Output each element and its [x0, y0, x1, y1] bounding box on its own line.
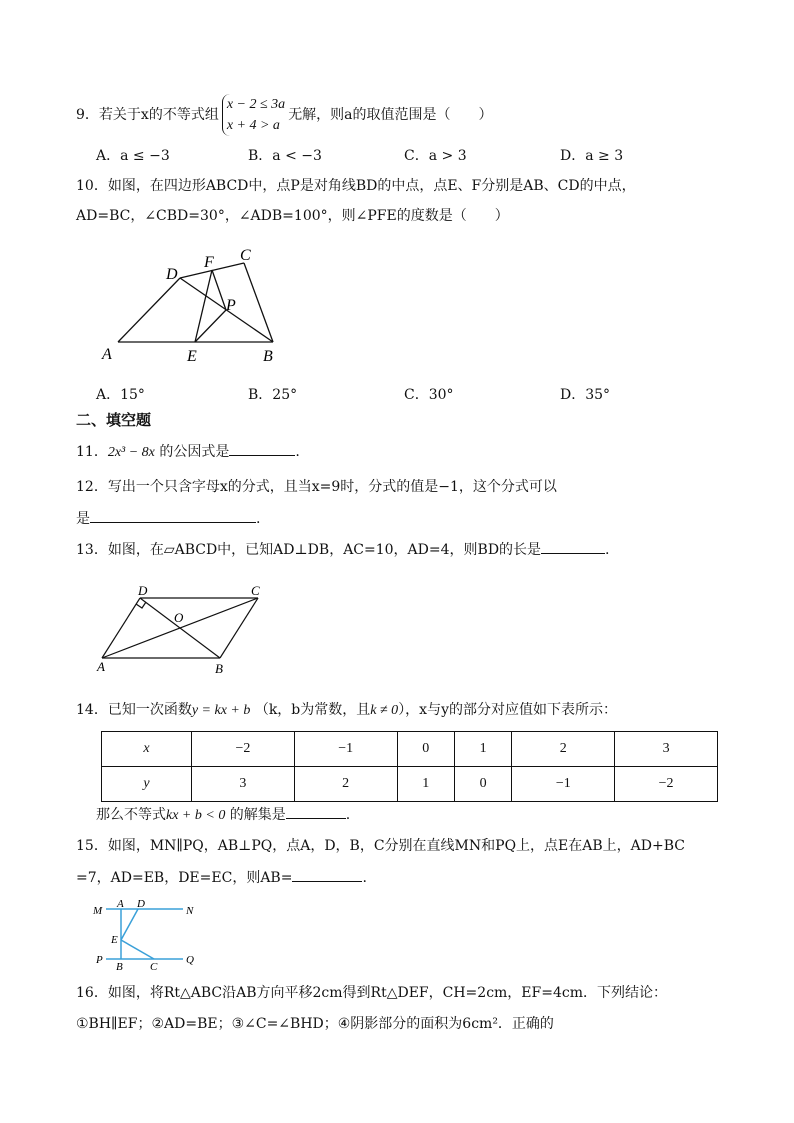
- q9-inequality-1: x − 2 ≤ 3a: [226, 97, 286, 112]
- q13-parallelogram-figure: [90, 580, 270, 680]
- q13-text: 13．如图，在▱ABCD中，已知AD⊥DB，AC=10，AD=4，则BD的长是: [76, 542, 542, 558]
- q15-label-q: Q: [186, 954, 194, 966]
- q10-line-2: AD=BC，∠CBD=30°，∠ADB=100°，则∠PFE的度数是（ ）: [76, 208, 509, 224]
- q9-option-a: A．a ≤ −3: [96, 148, 170, 164]
- q14-followup-lead: 那么不等式: [96, 807, 166, 823]
- q15-label-m: M: [93, 905, 103, 917]
- q13-stem: [76, 539, 610, 560]
- q13-label-b: B: [215, 661, 223, 676]
- q10-option-b: B．25°: [248, 387, 298, 403]
- q14-value-table: [101, 731, 718, 802]
- q10-label-e: E: [187, 348, 197, 365]
- q14-x-cell: 1: [454, 732, 511, 767]
- q14-followup-tail: 的解集是: [229, 807, 286, 823]
- q11-tail: 的公因式是: [159, 444, 230, 460]
- q14-function: y = kx + b: [191, 703, 251, 718]
- q14-y-header: y: [102, 767, 192, 802]
- q15-label-c: C: [150, 961, 158, 972]
- q13-label-o: O: [174, 610, 184, 625]
- q14-y-cell: 1: [397, 767, 454, 802]
- q15-label-b: B: [116, 961, 123, 972]
- q13-end: .: [605, 542, 610, 558]
- q15-label-e: E: [111, 934, 118, 946]
- q14-mid: （k，b为常数，且: [254, 702, 371, 718]
- q10-option-c: C．30°: [404, 387, 454, 403]
- q10-option-a: A．15°: [96, 387, 145, 403]
- q14-x-cell: 3: [615, 732, 718, 767]
- q15-lead: =7，AD=EB，DE=EC，则AB=: [76, 870, 293, 886]
- table-row: [102, 732, 718, 767]
- q14-stem: [76, 700, 617, 721]
- q10-label-a: A: [102, 346, 112, 363]
- section-heading-fill-in: 二、填空题: [76, 411, 152, 429]
- q14-condition: k ≠ 0: [370, 703, 399, 718]
- q12-end: .: [256, 511, 261, 527]
- q12-line-2: [76, 508, 260, 529]
- q14-followup: [96, 804, 350, 826]
- q14-y-cell: −1: [512, 767, 615, 802]
- q9-option-d: D．a ≥ 3: [560, 148, 624, 164]
- q16-line-1: 16．如图，将Rt△ABC沿AB方向平移2cm得到Rt△DEF，CH=2cm，EF=4cm．下列结论：: [76, 985, 667, 1001]
- q10-label-c: C: [240, 247, 251, 264]
- q13-answer-blank: [541, 539, 605, 554]
- q14-y-cell: −2: [615, 767, 718, 802]
- q10-option-d: D．35°: [560, 387, 611, 403]
- q11-expression: 2x³ − 8x: [107, 445, 155, 460]
- q14-x-cell: −1: [294, 732, 397, 767]
- q10-label-d: D: [166, 266, 178, 283]
- q14-inequality: kx + b < 0: [166, 808, 226, 823]
- q14-lead: 14．已知一次函数: [76, 702, 192, 718]
- q11-number: 11．: [76, 444, 108, 460]
- q15-answer-blank: [292, 867, 362, 882]
- q10-label-f: F: [204, 254, 214, 271]
- table-row: [102, 767, 718, 802]
- q11-end: .: [295, 444, 300, 460]
- q15-label-a: A: [117, 898, 124, 910]
- q9-tail: 无解，则a的取值范围是（ ）: [288, 107, 493, 123]
- q9-inequality-system: [222, 94, 285, 136]
- q14-y-cell: 2: [294, 767, 397, 802]
- q9-inequality-2: x + 4 > a: [226, 118, 280, 133]
- q15-end: .: [362, 870, 367, 886]
- q12-lead: 是: [76, 511, 90, 527]
- q16-line-2: ①BH∥EF；②AD=BE；③∠C=∠BHD；④阴影部分的面积为6cm²．正确的: [76, 1016, 554, 1032]
- q11-stem: [76, 441, 300, 463]
- q15-label-n: N: [186, 905, 194, 917]
- q9-option-b: B．a < −3: [248, 148, 322, 164]
- q15-label-p: P: [96, 954, 103, 966]
- q14-tail: ），x与y的部分对应值如下表所示：: [398, 702, 617, 718]
- q9-number: 9．: [76, 107, 99, 123]
- q13-label-d: D: [138, 583, 148, 598]
- q15-parallel-lines-figure: [90, 897, 205, 972]
- q9-lead: 若关于x的不等式组: [98, 107, 219, 123]
- q10-line-1: 10．如图，在四边形ABCD中，点P是对角线BD的中点，点E、F分别是AB、CD的中点，: [76, 178, 636, 194]
- q10-label-p: P: [226, 297, 236, 314]
- q10-label-b: B: [263, 348, 273, 365]
- q14-y-cell: 3: [192, 767, 295, 802]
- q10-quadrilateral-figure: [98, 245, 298, 370]
- q14-end: .: [345, 807, 351, 823]
- q14-answer-blank: [286, 804, 346, 819]
- q14-y-cell: 0: [454, 767, 511, 802]
- q11-answer-blank: [229, 441, 295, 456]
- q14-x-header: x: [102, 732, 192, 767]
- q15-label-d: D: [137, 898, 145, 910]
- q9-option-c: C．a > 3: [404, 148, 467, 164]
- q13-label-a: A: [97, 659, 105, 674]
- q12-line-1: 12．写出一个只含字母x的分式，且当x=9时，分式的值是−1，这个分式可以: [76, 479, 557, 495]
- q13-label-c: C: [251, 583, 260, 598]
- q15-line-1: 15．如图，MN∥PQ，AB⊥PQ，点A，D，B，C分别在直线MN和PQ上，点E在AB上，AD+BC: [76, 838, 685, 854]
- q12-answer-blank: [90, 508, 256, 523]
- q14-x-cell: 0: [397, 732, 454, 767]
- q14-x-cell: −2: [192, 732, 295, 767]
- q15-line-2: [76, 867, 367, 888]
- q9-stem: [76, 94, 493, 136]
- q14-x-cell: 2: [512, 732, 615, 767]
